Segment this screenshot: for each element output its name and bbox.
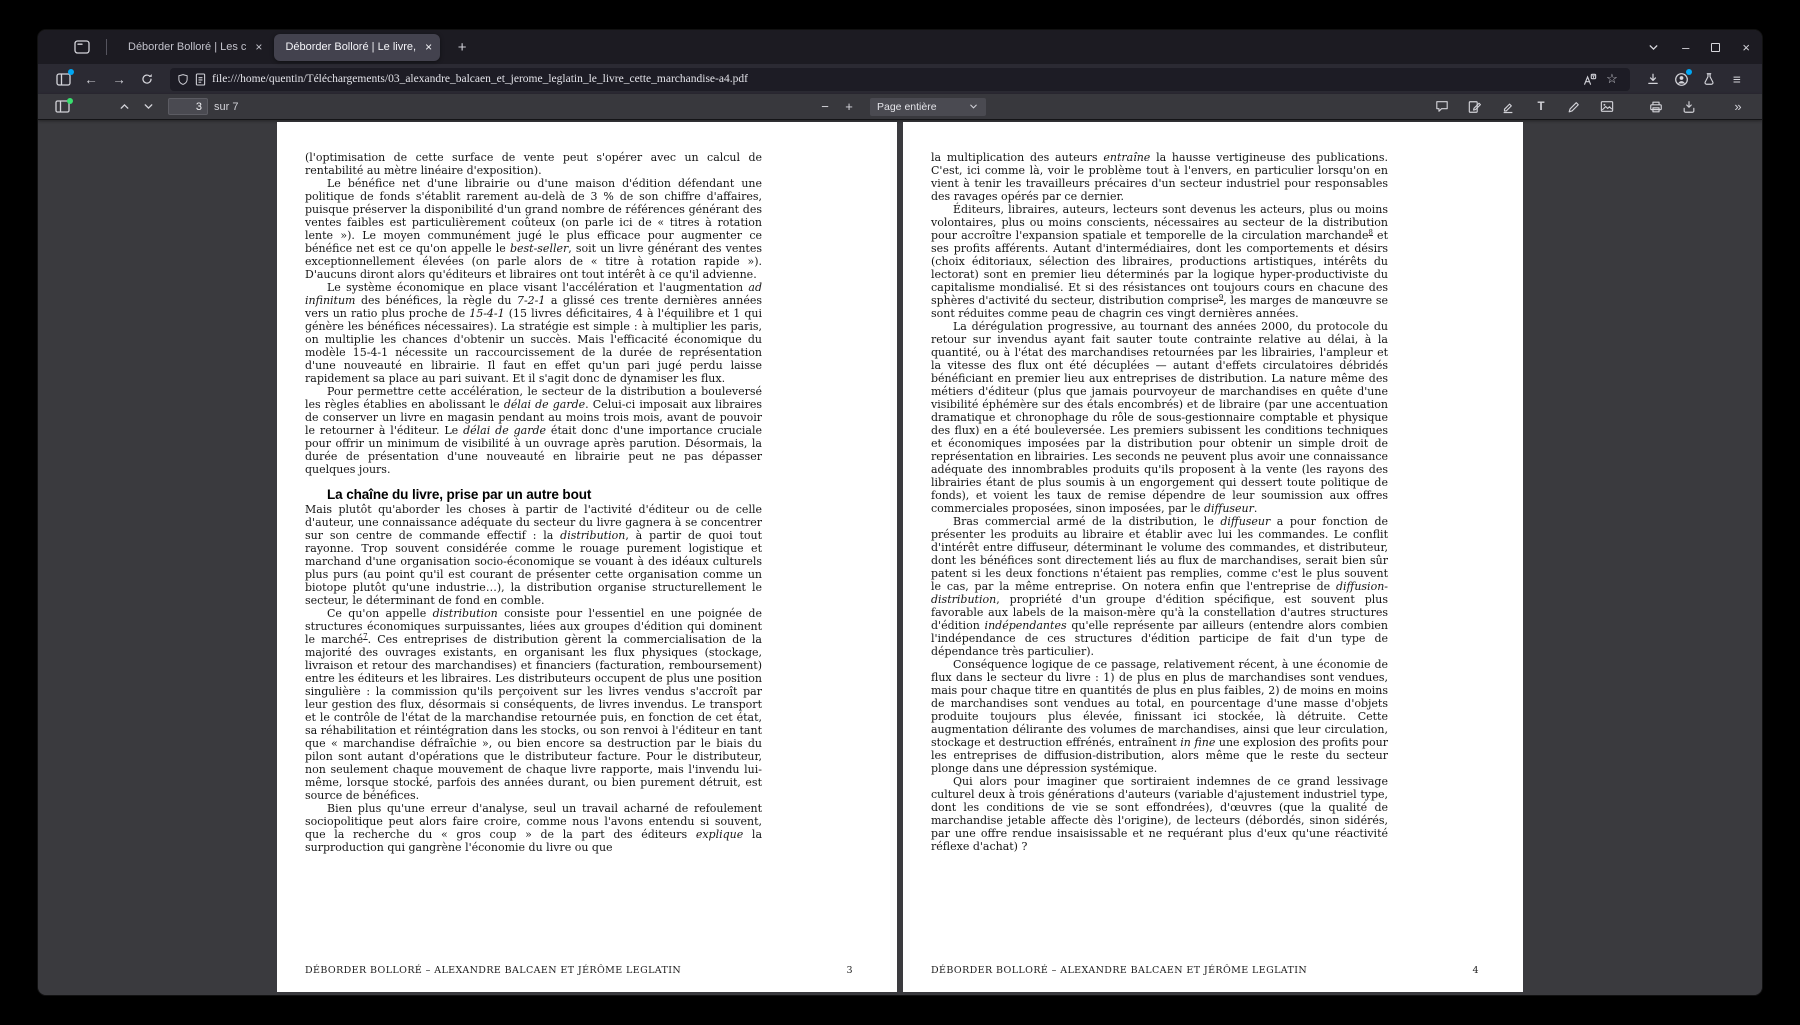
paragraph: Mais plutôt qu'aborder les choses à partir de l'activité d'éditeur ou de celle d'auteur, une connaissance adéquate du secteur du livre gagnera à se concentrer sur son centre de commande effectif : la distribution, à partir de quoi tout rayonne. Trop souvent considérée comme le rouage purement logistique et marchand d'une organisation socio-économique se vouant à des idéaux culturels plus purs (au point qu'il est courant de présenter cette organisation comme un biotope plutôt qu'une industrie…), la distribution organise structurellement le secteur, le déterminant de fond en comble.	[305, 503, 762, 607]
page-text-column	[305, 151, 762, 854]
zoom-scale-value: Page entière	[877, 100, 937, 113]
back-icon[interactable]: ←	[78, 67, 104, 91]
image-icon[interactable]	[1595, 96, 1619, 118]
close-icon[interactable]: ×	[425, 40, 433, 54]
minimize-button[interactable]: –	[1682, 39, 1690, 55]
maximize-button[interactable]	[1711, 43, 1720, 52]
close-icon[interactable]: ×	[255, 40, 263, 54]
close-window-button[interactable]: ×	[1742, 39, 1750, 55]
url-text: file:///home/quentin/Téléchargements/03_alexandre_balcaen_et_jerome_leglatin_le_livre_cette_marchandise-a4.pdf	[212, 73, 748, 85]
paragraph: Le système économique en place visant l'accélération et l'augmentation ad infinitum des bénéfices, la règle du 7-2-1 a glissé ces trente dernières années vers un ratio plus proche de 15-4-1 (15 livres déficitaires, 4 à l'équilibre et 1 qui génère les bénéfices nécessaires). La stratégie est simple : à multiplier les paris, on multiplie les chances d'obtenir un succès. Mais l'efficacité économique du modèle 15-4-1 nécessite un raccourcissement de la durée de représentation d'une nouveauté en librairie. Il faut en effet qu'un pari jugé perdu laisse rapidement sa place au pari suivant. Et il s'agit donc de dynamiser les flux.	[305, 281, 762, 385]
window-controls	[1647, 41, 1750, 54]
sidebar-icon[interactable]	[50, 67, 76, 91]
page-number: 3	[846, 965, 853, 976]
shield-icon[interactable]	[177, 73, 189, 86]
print-icon[interactable]	[1644, 96, 1668, 118]
page-number-input[interactable]	[168, 98, 208, 115]
pdf-toolbar	[38, 94, 1762, 120]
page-footer	[931, 965, 1479, 976]
chevron-down-icon	[950, 101, 979, 112]
text-icon[interactable]: T	[1529, 96, 1553, 118]
firefox-view-icon[interactable]	[68, 35, 96, 59]
navigation-bar	[38, 64, 1762, 94]
paragraph: la multiplication des auteurs entraîne la hausse vertigineuse des publications. C'est, ici comme là, voir le problème tout à l'envers, en particulier lorsqu'on en vient à tenir les travailleurs précaires d'un secteur industriel pour responsables des ravages opérés par ce dernier.	[931, 151, 1389, 203]
url-bar[interactable]	[170, 68, 1630, 91]
draw-icon[interactable]	[1562, 96, 1586, 118]
paragraph: Ce qu'on appelle distribution consiste pour l'essentiel en une poignée de structures économiques surpuissantes, liées aux groupes d'édition qui dominent le marché$^7$. Ces entreprises de distribution gèrent la commercialisation de la majorité des ouvrages existants, en organisant les flux physiques (stockage, livraison et retour des marchandises) et financiers (facturation, remboursement) entre les éditeurs et les libraires. Les distributeurs occupent de plus une position singulière : la commission qu'ils perçoivent sur les livres vendus s'accroît par leur gestion des flux, désormais si conséquents, de livres invendus. Le transport et le contrôle de l'état de la marchandise retournée puis, en fonction de cet état, sa réhabilitation et réintégration dans les stocks, ou son renvoi à l'éditeur en tant que « marchandise défraîchie », ou bien encore sa destruction par le biais du pilon sont autant d'opérations que le distributeur facture. Pour le distributeur, non seulement chaque mouvement de chaque livre rapporte, mais l'invendu lui-même, lorsque stocké, parfois des années durant, ou bien purement détruit, est source de bénéfices.	[305, 607, 762, 802]
zoom-in-button[interactable]: +	[838, 96, 860, 118]
paragraph: Éditeurs, libraires, auteurs, lecteurs sont devenus les acteurs, plus ou moins volontaires, plus ou moins conscients, nécessaires au secteur de la distribution pour accroître l'expansion spatiale et temporelle de la circulation marchande$^8$ et ses profits afférents. Autant d'intermédiaires, dont les comportements et désirs (choix éditoriaux, sélection des libraires, productions artistiques, intérêts du lectorat) sont en premier lieu déterminés par la logique hyper-productiviste du capitalisme mondialisé. Et si des résistances ont toujours cours en chacune des sphères d'activité du secteur, distribution comprise$^9$, les marges de manœuvre se sont réduites comme peau de chagrin ces vingt dernières années.	[931, 203, 1388, 320]
tab-separator	[106, 39, 107, 55]
paragraph: Bras commercial armé de la distribution, le diffuseur a pour fonction de présenter les produits au libraire et établir avec lui les commandes. Le conflit d'intérêt entre diffuseur, déterminant le volume des commandes, et distributeur, dont les bénéfices sont directement liés au flux de marchandises, serait bien sûr patent si les deux fonctions n'étaient pas remplies, comme c'est le plus souvent le cas, par la même entreprise. On notera enfin que l'entreprise de diffusion-distribution, propriété d'un groupe d'édition spécifique, est souvent plus favorable aux labels de la maison-mère qu'à la constellation d'autres structures d'édition indépendantes qu'elle représente par ailleurs (entendre alors combien l'indépendance de ces structures d'édition participe de fait d'un type de dépendance très particulier).	[931, 515, 1389, 658]
pdf-viewer[interactable]	[38, 120, 1762, 995]
tab-1[interactable]	[117, 34, 270, 61]
tab-title: Déborder Bolloré | Les c	[128, 41, 247, 53]
document-icon[interactable]	[195, 73, 206, 86]
page-count-label: sur 7	[214, 100, 239, 113]
more-tools-icon[interactable]: »	[1726, 96, 1750, 118]
page-footer	[305, 965, 853, 976]
pdf-page-4	[903, 122, 1523, 992]
zoom-scale-select[interactable]	[870, 98, 986, 116]
paragraph: Bien plus qu'une erreur d'analyse, seul un travail acharné de refoulement sociopolitique peut alors faire croire, comme nous l'avons entendu si souvent, que la recherche du « gros coup » de la part des éditeurs explique la surproduction qui gangrène l'économie du livre ou que	[305, 802, 763, 854]
paragraph: Pour permettre cette accélération, le secteur de la distribution a bouleversé les règles établies en abolissant le délai de garde. Celui-ci imposait aux libraires de conserver un livre en magasin pendant au moins trois mois, avant de pouvoir le retourner à l'éditeur. Le délai de garde était donc d'une importance cruciale pour offrir un minimum de visibilité à un ouvrage après parution. Désormais, la durée de présentation d'une nouveauté en librairie peut ne pas dépasser quelques jours.	[305, 385, 763, 476]
forward-icon[interactable]: →	[106, 67, 132, 91]
notification-dot	[68, 69, 74, 75]
zoom-out-button[interactable]: −	[814, 96, 836, 118]
tab-title: Déborder Bolloré | Le livre,	[285, 41, 417, 53]
section-heading: La chaîne du livre, prise par un autre bout	[327, 487, 592, 502]
pdf-page-3	[277, 122, 897, 992]
paragraph: La dérégulation progressive, au tournant des années 2000, du protocole du retour sur invendus ayant fait sauter toute contrainte relative au délai, à la quantité, ou à l'état des marchandises retournées par les librairies, l'ampleur et la vitesse des flux ont été décuplées — autant d'effets circulatoires débridés bénéficiant en premier lieu aux entreprises de distribution. La nature même des métiers d'éditeur (plus que jamais pourvoyeur de marchandises en quête d'une visibilité éphémère sur des étals encombrés) et de libraire (par une accentuation dramatique et chronophage du rôle de sous-gestionnaire comptable et physique des flux) en a été bouleversée. Les premiers subissent les conditions techniques et économiques imposées par la distribution pour obtenir un simple droit de représentation en librairies. Les seconds ne peuvent plus avoir une connaissance adéquate des innombrables produits qu'ils proposent à la vente (les rayons des librairies étant de plus soumis à un engorgement qui dessert toute politique de fonds), et voient les taux de remise dépendre de leur soumission aux offres commerciales proposées, sinon imposées, par le diffuseur.	[931, 320, 1388, 515]
chevron-down-icon[interactable]	[136, 96, 160, 118]
browser-window	[38, 30, 1762, 995]
paragraph: Conséquence logique de ce passage, relativement récent, à une économie de flux dans le secteur du livre : 1) de plus en plus de marchandises sont vendues, mais pour chaque titre en quantités de plus en plus faibles, 2) de moins en moins de marchandises sont vendues au total, en pourcentage d'une masse d'objets produite toujours plus élevée, finissant ici stockée, là détruite. Cette augmentation délirante des volumes de marchandises, ainsi que leur circulation, stockage et destruction effrénés, entraînent in fine une explosion des profits pour les entreprises de diffusion-distribution, alors même que le reste du secteur plonge dans une dépression systémique.	[931, 658, 1388, 775]
sidebar-toggle-icon[interactable]	[50, 96, 74, 118]
tab-list-chevron-icon[interactable]	[1647, 41, 1660, 54]
notification-dot	[1686, 69, 1692, 75]
footer-title: DÉBORDER BOLLORÉ – ALEXANDRE BALCAEN ET JÉRÔME LEGLATIN	[305, 965, 682, 976]
page-text-column	[931, 151, 1388, 853]
chevron-up-icon[interactable]	[112, 96, 136, 118]
paragraph: Qui alors pour imaginer que sortiraient indemnes de ce grand lessivage culturel deux à trois générations d'auteurs (variable d'ajustement industriel type, dont les conditions de vie se sont effondrées), d'œuvres (que la qualité de marchandise jetable affecte dès l'origine), de lecteurs (débordés, sinon sidérés, par une offre rendue insaisissable et ne requérant plus d'eux qu'une réactivité réflexe d'achat) ?	[931, 775, 1388, 853]
tab-bar	[38, 30, 1762, 64]
bookmark-star-icon[interactable]: ☆	[1601, 69, 1623, 89]
highlight-icon[interactable]	[1496, 96, 1520, 118]
translate-icon[interactable]	[1579, 69, 1601, 89]
tab-2-active[interactable]	[274, 34, 440, 61]
menu-icon[interactable]: ≡	[1724, 67, 1750, 91]
signature-icon[interactable]	[1463, 96, 1487, 118]
paragraph: (l'optimisation de cette surface de vente peut s'opérer avec un calcul de rentabilité au mètre linéaire d'exposition).	[305, 151, 762, 177]
downloads-icon[interactable]	[1640, 67, 1666, 91]
notification-dot	[67, 98, 73, 104]
page-number: 4	[1472, 965, 1479, 976]
account-avatar-icon[interactable]	[1668, 67, 1694, 91]
reload-icon[interactable]	[134, 67, 160, 91]
comment-icon[interactable]	[1430, 96, 1454, 118]
new-tab-button[interactable]: +	[450, 35, 474, 59]
footer-title: DÉBORDER BOLLORÉ – ALEXANDRE BALCAEN ET JÉRÔME LEGLATIN	[931, 965, 1308, 976]
flask-icon[interactable]	[1696, 67, 1722, 91]
save-icon[interactable]	[1677, 96, 1701, 118]
paragraph: Le bénéfice net d'une librairie ou d'une maison d'édition défendant une politique de fonds s'établit rarement au-delà de 3 % de son chiffre d'affaires, puisque préserver la disponibilité d'un grand nombre de références générant des ventes faibles est particulièrement coûteux (on parle ici de « titres à rotation lente »). Le moyen communément jugé le plus efficace pour augmenter ce bénéfice net est ce qu'on appelle le best-seller, soit un livre générant des ventes exceptionnellement élevées (on parle alors de « titre à rotation rapide »). D'aucuns diront alors qu'éditeurs et libraires ont tout intérêt à ce qu'il advienne.	[305, 177, 762, 281]
